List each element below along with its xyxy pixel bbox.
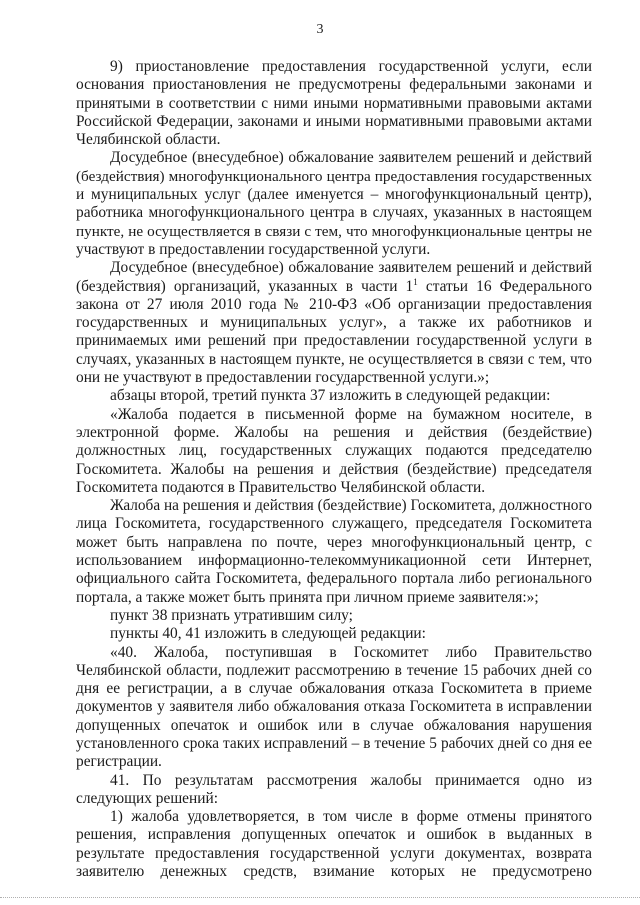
paragraph-suspension-grounds [76, 58, 592, 149]
paragraph-amend-40-41 [76, 625, 592, 643]
text-line: может быть направлена по почте, через многофункциональный центр, с [76, 533, 592, 551]
text-line: они не участвуют в предоставлении государственной услуги.»; [76, 369, 490, 387]
paragraph-point-41 [76, 772, 592, 809]
text-line: участвуют в предоставлении государственной услуги. [76, 240, 431, 258]
page-number: 3 [316, 22, 324, 37]
text-line: государственных и муниципальных услуг», а также их работников и [76, 314, 592, 332]
text-line: принимаемых ими решений при предоставлении государственной услуги в [76, 332, 592, 350]
text-line: Досудебное (внесудебное) обжалование заявителем решений и действий [110, 149, 592, 167]
text-line: решения, исправления допущенных опечаток и ошибок в выданных в [76, 826, 592, 844]
text-line: установленного срока таких исправлений – в течение 5 рабочих дней со дня ее [76, 734, 592, 752]
text-line: пункте, не осуществляется в связи с тем, что многофункциональные центры не [76, 222, 592, 240]
superscript: 1 [413, 276, 418, 287]
text-line: принятыми в соответствии с ними иными нормативными правовыми актами [76, 94, 592, 112]
paragraph-complaint-channels [76, 497, 592, 607]
text-line: портала, а также может быть принята при личном приеме заявителя:»; [76, 588, 539, 606]
text-line: Челябинской области, подлежит рассмотрению в течение 15 рабочих дней со [76, 661, 592, 679]
text-line-with-superscript [76, 278, 592, 296]
text-line: работника многофункционального центра в случаях, указанных в настоящем [76, 204, 592, 222]
text-line: электронной форме. Жалобы на решения и действия (бездействие) [76, 423, 592, 441]
text-line: случаях, указанных в настоящем пункте, не осуществляется в связи с тем, что [76, 350, 592, 368]
paragraph-repeal-38 [76, 607, 592, 625]
text-line: пункты 40, 41 изложить в следующей редакции: [110, 625, 426, 643]
text-line: следующих решений: [76, 789, 218, 807]
paragraph-mfc-appeal [76, 149, 592, 259]
text-line: Досудебное (внесудебное) обжалование заявителем решений и действий [110, 259, 592, 277]
text-line-part: (бездействия) организаций, указанных в части 1 [76, 277, 414, 295]
text-line: 9) приостановление предоставления государственной услуги, если [110, 58, 592, 75]
document-body [76, 58, 592, 881]
paragraph-complaint-form [76, 406, 592, 497]
paragraph-amend-37 [76, 387, 592, 405]
text-line: закона от 27 июля 2010 года № 210-ФЗ «Об организации предоставления [76, 295, 592, 313]
text-line: 1) жалоба удовлетворяется, в том числе в форме отмены принятого [110, 808, 592, 826]
text-line: регистрации. [76, 753, 162, 771]
paragraph-point-40 [76, 644, 592, 772]
text-line: использованием информационно-телекоммуникационной сети Интернет, [76, 552, 592, 570]
text-line: результате предоставления государственной услуги документах, возврата [76, 844, 592, 862]
text-line: документов у заявителя либо обжалования отказа Госкомитета в исправлении [76, 698, 592, 716]
text-line: Госкомитета подаются в Правительство Челябинской области. [76, 478, 486, 496]
text-line: «40. Жалоба, поступившая в Госкомитет либо Правительство [110, 643, 592, 661]
text-line: должностных лиц, государственных служащих подаются председателю [76, 442, 592, 460]
text-line: Жалоба на решения и действия (бездействие) Госкомитета, должностного [110, 497, 592, 515]
text-line-part: статьи 16 Федерального [417, 277, 592, 295]
text-line: «Жалоба подается в письменной форме на бумажном носителе, в [110, 405, 592, 423]
text-line: лица Госкомитета, государственного служащего, председателя Госкомитета [76, 515, 592, 533]
text-line: дня ее регистрации, а в случае обжалования отказа Госкомитета в приеме [76, 680, 592, 698]
paragraph-decision-1 [76, 808, 592, 881]
text-line: Госкомитета. Жалобы на решения и действия (бездействие) председателя [76, 460, 592, 478]
text-line: официального сайта Госкомитета, федерального портала либо регионального [76, 570, 592, 588]
paragraph-organizations-appeal [76, 259, 592, 387]
text-line: Челябинской области. [76, 131, 221, 149]
text-line: и муниципальных услуг (далее именуется – многофункциональный центр), [76, 186, 592, 204]
text-line: допущенных опечаток и ошибок или в случае обжалования нарушения [76, 716, 592, 734]
page-bottom-edge [0, 897, 640, 898]
text-line: заявителю денежных средств, взимание которых не предусмотрено [76, 863, 592, 881]
text-line: 41. По результатам рассмотрения жалобы принимается одно из [110, 771, 592, 789]
text-line: основания приостановления не предусмотрены федеральными законами и [76, 76, 592, 94]
text-line: Российской Федерации, законами и иными нормативными правовыми актами [76, 112, 592, 130]
text-line: пункт 38 признать утратившим силу; [110, 606, 353, 624]
text-line: абзацы второй, третий пункта 37 изложить в следующей редакции: [110, 387, 551, 405]
text-line: (бездействия) многофункционального центра предоставления государственных [76, 167, 592, 185]
